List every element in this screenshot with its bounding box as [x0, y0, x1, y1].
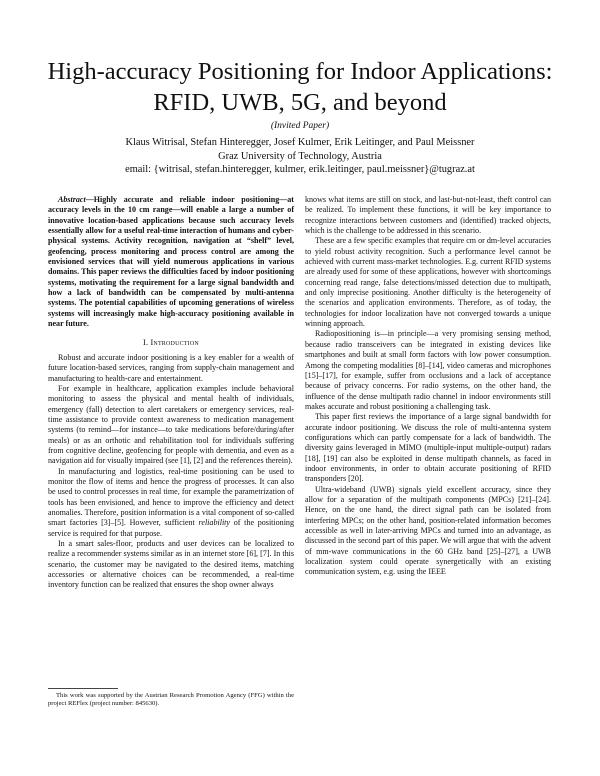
right-paragraph-2: These are a few specific examples that require cm or dm-level accuracies to yield robust activity recognition. Such a performance level cannot be achieved with current mass-market technologies. E.g. current RFID systems are already used for some of these applications, however with shortcomings concerning read range, false detections/missed detection due to multipath, and only imprecise positioning. Another difficulty is the heterogeneity of the scenarios and application environments. Therefore, as of today, the technologies for indoor localization have not converged towards a unique winning approach. — [305, 236, 551, 329]
author-affiliation: Graz University of Technology, Austria — [218, 150, 382, 162]
paper-title — [40, 56, 560, 118]
title-line-2: RFID, UWB, 5G, and beyond — [153, 89, 447, 116]
intro-paragraph-3-part-a: In manufacturing and logistics, real-time positioning can be used to monitor the flow of items and hence the progress of processes. It can also be used to control processes in real time, for example the parametrization of tools has been envisioned, and hence to improve the efficiency and detect anomalies. Therefore, position information is a vital component of so-called smart factories [3]–[5]. However, sufficient — [48, 466, 294, 528]
left-column — [48, 195, 294, 591]
author-names: Klaus Witrisal, Stefan Hinteregger, Josef Kulmer, Erik Leitinger, and Paul Meissner — [125, 137, 475, 148]
author-email: email: {witrisal, stefan.hinteregger, kulmer, erik.leitinger, paul.meissner}@tugraz.at — [125, 164, 475, 175]
intro-paragraph-2: For example in healthcare, application examples include behavioral monitoring to assess the physical and mental health of individuals, emergency (fall) detection to alert caretakers or emergency services, real-time assistance to provide context awareness to medication management systems (to remind—for instance—to take medications before/during/after meals) or as an orthotic and rehabilitation tool for individuals suffering from cognitive decline, geofencing for people with dementia, and even as a navigation aid for visually impaired (see [1], [2] and the references therein). — [48, 383, 294, 466]
author-block — [0, 136, 600, 177]
funding-footnote: This work was supported by the Austrian Research Promotion Agency (FFG) within the project REFlex (project number: 845630). — [48, 692, 294, 708]
section-title: Introduction — [150, 338, 199, 348]
intro-paragraph-3 — [48, 467, 294, 539]
right-paragraph-5: Ultra-wideband (UWB) signals yield excellent accuracy, since they allow for a separation of the multipath components (MPCs) [21]–[24]. Hence, on the one hand, the direct signal path can be isolated from interfering MPCs; on the other hand, position-related information becomes accessible as well in later-arriving MPCs and turned into an advantage, as discussed in the second part of this paper. We will argue that with the advent of mm-wave communications in the 60 GHz band [25]–[27], a UWB localization system could operate synergetically with an existing communication system, e.g. using the IEEE — [305, 484, 551, 577]
section-numeral: I. — [143, 338, 149, 348]
right-paragraph-4: This paper first reviews the importance of a large signal bandwidth for accurate indoor positioning. We discuss the role of multi-antenna system configurations which can partly compensate for a lack of bandwidth. The diversity gains leveraged in MIMO (multiple-input multiple-output) radars [18], [19] can also be exploited in dense multipath channels, as faced in indoor environments, in order to obtain accurate positioning of RFID transponders [20]. — [305, 412, 551, 484]
abstract — [48, 195, 294, 329]
right-paragraph-1: knows what items are still on stock, and last-but-not-least, theft control can be realized. To implement these functions, it will be key importance to recognize interactions between customers and (identified) tracked objects, which is the challenge to be addressed in this scenario. — [305, 195, 551, 236]
intro-paragraph-4: In a smart sales-floor, products and user devices can be localized to realize a recommender systems similar as in an internet store [6], [7]. In this scenario, the customer may be navigated to the desired items, matching accessories or alternative choices can be recommended, a real-time inventory function can be realized that ensures the shop owner always — [48, 539, 294, 590]
abstract-text: —Highly accurate and reliable indoor positioning—at accuracy levels in the 10 cm range—will enable a large a number of innovative location-based applications because such accuracy levels essentially allow for a useful real-time interaction of humans and cyber-physical systems. Activity recognition, navigation at “shelf” level, geofencing, process monitoring and process control are among the envisioned services that will yield numerous applications in various domains. This paper reviews the difficulties faced by indoor positioning systems, motivating the requirement for a large signal bandwidth and how a lack of bandwidth can be compensated by multi-antenna systems. The potential capabilities of upcoming generations of wireless systems will increasingly make high-accuracy positioning available in near future. — [48, 195, 294, 329]
title-line-1: High-accuracy Positioning for Indoor Applications: — [47, 58, 553, 85]
intro-paragraph-1: Robust and accurate indoor positioning is a key enabler for a wealth of future location-based services, ranging from supply-chain management and manufacturing to health-care and entertainment. — [48, 352, 294, 383]
right-paragraph-3: Radiopositioning is—in principle—a very promising sensing method, because radio transceivers can be integrated in existing devices like smartphones and built at small form factors with low power consumption. Among the competing modalities [8]–[14], video cameras and microphones [15]–[17], for example, suffer from occlusions and a lack of acceptance because of privacy concerns. For radio systems, on the other hand, the influence of the dense multipath radio channel in indoor environments still makes accurate and robust positioning a challenging task. — [305, 329, 551, 411]
section-heading-introduction — [48, 338, 294, 348]
intro-paragraph-3-part-b: of the positioning service is required for that purpose. — [48, 518, 294, 538]
footnote-rule — [48, 688, 118, 689]
intro-paragraph-3-emphasis: reliability — [198, 518, 230, 528]
right-column — [305, 195, 551, 578]
invited-paper-label: (Invited Paper) — [270, 121, 330, 131]
abstract-lead: Abstract — [58, 195, 86, 204]
